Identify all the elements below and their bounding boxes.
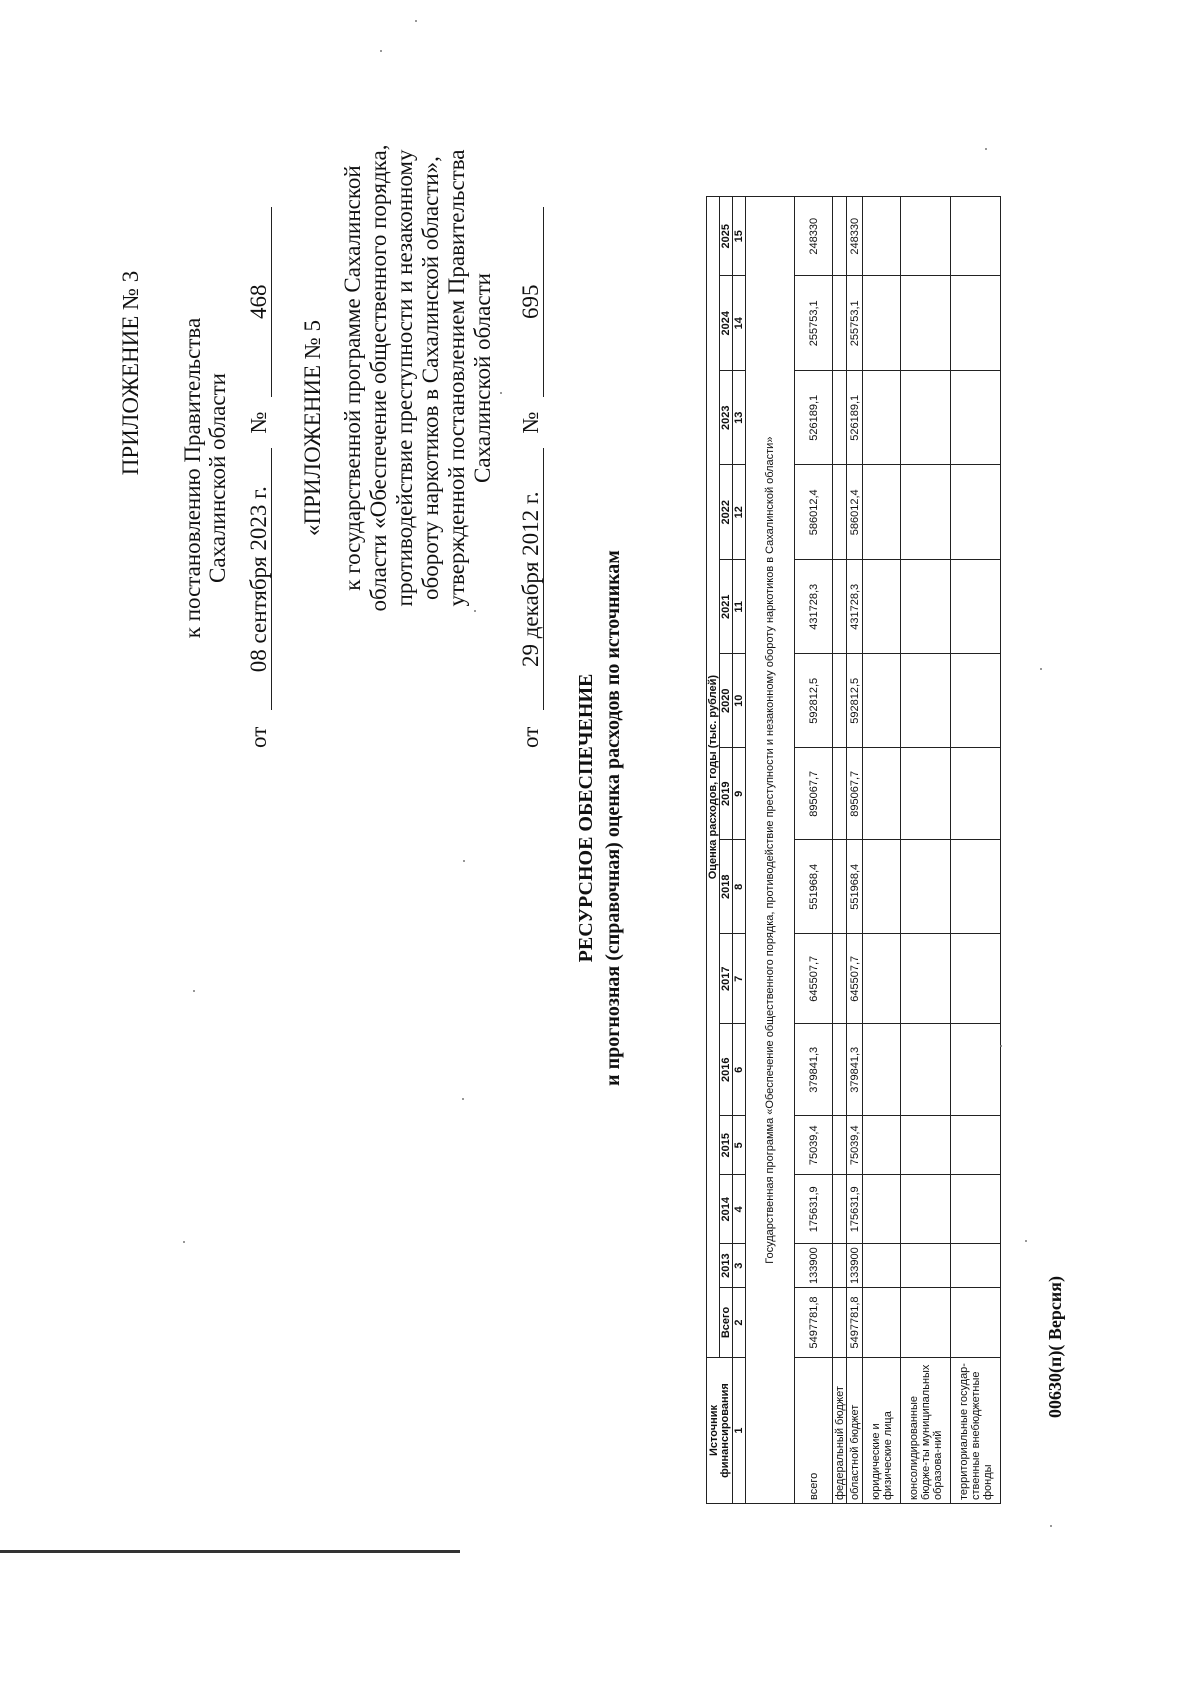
table-cell: 255753,1 bbox=[795, 276, 833, 371]
table-cell: 586012,4 bbox=[847, 465, 863, 560]
table-cell bbox=[833, 1024, 847, 1116]
column-number: 15 bbox=[733, 197, 746, 276]
row-label: консолидированные бюдже-ты муниципальных образова-ний bbox=[901, 1358, 951, 1504]
table-cell bbox=[863, 465, 901, 560]
appendix-5-text bbox=[340, 8, 496, 748]
column-number: 5 bbox=[733, 1116, 746, 1175]
table-row bbox=[833, 197, 847, 1504]
table-cell bbox=[901, 840, 951, 934]
table-cell: 431728,3 bbox=[847, 560, 863, 654]
table-cell bbox=[863, 276, 901, 371]
table-cell bbox=[901, 1288, 951, 1358]
table-cell bbox=[863, 1175, 901, 1244]
column-header: 2020 bbox=[720, 654, 733, 748]
table-cell bbox=[901, 1244, 951, 1288]
table-cell: 431728,3 bbox=[795, 560, 833, 654]
table-cell: 175631,9 bbox=[795, 1175, 833, 1244]
column-number: 10 bbox=[733, 654, 746, 748]
appendix-5-line: утвержденной постановлением Правительства bbox=[444, 149, 469, 607]
table-cell: 645507,7 bbox=[795, 934, 833, 1024]
row-label: территориальные государ-ственные внебюджетные фонды bbox=[951, 1358, 1001, 1504]
table-cell bbox=[833, 1244, 847, 1288]
resource-table-wrap bbox=[706, 196, 1001, 1504]
column-header: 2023 bbox=[720, 371, 733, 465]
appendix-5-line: области «Обеспечение общественного порядка, bbox=[366, 144, 391, 612]
table-cell: 551968,4 bbox=[795, 840, 833, 934]
table-cell bbox=[951, 934, 1001, 1024]
column-header: Всего bbox=[720, 1288, 733, 1358]
column-number: 3 bbox=[733, 1244, 746, 1288]
table-cell bbox=[951, 840, 1001, 934]
table-cell: 586012,4 bbox=[795, 465, 833, 560]
from-label: от bbox=[246, 726, 271, 748]
column-header: 2013 bbox=[720, 1244, 733, 1288]
estimate-header: Оценка расходов, годы (тыс. рублей) bbox=[707, 197, 720, 1358]
table-cell bbox=[863, 654, 901, 748]
column-header: 2019 bbox=[720, 748, 733, 840]
column-number: 1 bbox=[733, 1358, 746, 1504]
table-cell: 75039,4 bbox=[795, 1116, 833, 1175]
table-cell bbox=[951, 465, 1001, 560]
table-cell bbox=[833, 748, 847, 840]
source-header: Источник финансирования bbox=[707, 1358, 733, 1504]
table-cell bbox=[833, 1288, 847, 1358]
table-cell: 551968,4 bbox=[847, 840, 863, 934]
table-cell bbox=[863, 197, 901, 276]
column-number: 4 bbox=[733, 1175, 746, 1244]
table-cell bbox=[901, 371, 951, 465]
appendix-5-line: противодействие преступности и незаконному bbox=[392, 149, 417, 607]
column-header: 2016 bbox=[720, 1024, 733, 1116]
table-cell bbox=[951, 197, 1001, 276]
table-cell: 248330 bbox=[795, 197, 833, 276]
table-cell: 592812,5 bbox=[847, 654, 863, 748]
program-row: Государственная программа «Обеспечение общественного порядка, противодействие преступности и незаконному обороту наркотиков в Сахалинской области» bbox=[746, 197, 795, 1504]
appendix-3-date-line bbox=[246, 128, 272, 748]
table-cell: 248330 bbox=[847, 197, 863, 276]
appendix-3-number: 468 bbox=[246, 207, 272, 397]
column-number: 14 bbox=[733, 276, 746, 371]
document-footer: 00630(п)( Версия) bbox=[1045, 1276, 1065, 1418]
table-cell bbox=[951, 1024, 1001, 1116]
appendix-5-line: обороту наркотиков в Сахалинской области», bbox=[418, 156, 443, 600]
table-cell bbox=[863, 560, 901, 654]
row-label: всего bbox=[795, 1358, 833, 1504]
column-header: 2021 bbox=[720, 560, 733, 654]
table-cell bbox=[951, 1244, 1001, 1288]
table-cell bbox=[951, 276, 1001, 371]
column-header: 2017 bbox=[720, 934, 733, 1024]
number-label: № bbox=[246, 411, 271, 434]
table-cell bbox=[833, 465, 847, 560]
table-cell bbox=[951, 1116, 1001, 1175]
table-cell bbox=[863, 371, 901, 465]
column-number: 13 bbox=[733, 371, 746, 465]
table-cell bbox=[863, 1116, 901, 1175]
table-cell bbox=[833, 654, 847, 748]
table-cell bbox=[951, 748, 1001, 840]
column-header: 2015 bbox=[720, 1116, 733, 1175]
table-cell bbox=[863, 1288, 901, 1358]
table-row bbox=[901, 197, 951, 1504]
table-cell bbox=[951, 1175, 1001, 1244]
column-header: 2024 bbox=[720, 276, 733, 371]
table-cell bbox=[833, 197, 847, 276]
column-header: 2025 bbox=[720, 197, 733, 276]
table-row bbox=[951, 197, 1001, 1504]
table-cell bbox=[833, 840, 847, 934]
table-cell bbox=[863, 748, 901, 840]
table-cell bbox=[833, 371, 847, 465]
table-cell: 645507,7 bbox=[847, 934, 863, 1024]
table-cell: 133900 bbox=[795, 1244, 833, 1288]
table-cell bbox=[833, 276, 847, 371]
table-cell: 255753,1 bbox=[847, 276, 863, 371]
table-cell bbox=[833, 1175, 847, 1244]
table-cell bbox=[863, 1024, 901, 1116]
resource-table bbox=[706, 196, 1001, 1504]
appendix-3-text bbox=[180, 208, 230, 748]
column-header: 2018 bbox=[720, 840, 733, 934]
table-cell bbox=[901, 197, 951, 276]
table-cell bbox=[833, 560, 847, 654]
number-label: № bbox=[518, 411, 543, 434]
table-row bbox=[863, 197, 901, 1504]
table-cell: 379841,3 bbox=[795, 1024, 833, 1116]
appendix-5-line: Сахалинской области bbox=[470, 273, 495, 483]
table-row bbox=[847, 197, 863, 1504]
column-header: 2014 bbox=[720, 1175, 733, 1244]
appendix-5-number: 695 bbox=[518, 207, 544, 397]
table-cell bbox=[863, 1244, 901, 1288]
table-cell bbox=[833, 934, 847, 1024]
table-cell bbox=[863, 934, 901, 1024]
table-cell: 526189,1 bbox=[847, 371, 863, 465]
row-label: федеральный бюджет bbox=[833, 1358, 847, 1504]
table-cell bbox=[901, 1116, 951, 1175]
table-cell: 5497781,8 bbox=[847, 1288, 863, 1358]
table-cell: 379841,3 bbox=[847, 1024, 863, 1116]
table-cell: 133900 bbox=[847, 1244, 863, 1288]
table-cell bbox=[833, 1116, 847, 1175]
table-cell bbox=[901, 465, 951, 560]
table-cell bbox=[951, 1288, 1001, 1358]
document-heading bbox=[575, 368, 625, 1268]
appendix-5-date: 29 декабря 2012 г. bbox=[518, 448, 544, 710]
table-cell: 895067,7 bbox=[795, 748, 833, 840]
table-cell: 895067,7 bbox=[847, 748, 863, 840]
row-label: областной бюджет bbox=[847, 1358, 863, 1504]
scan-edge-bar bbox=[0, 1550, 460, 1553]
appendix-3-line: к постановлению Правительства bbox=[180, 317, 205, 639]
column-number: 9 bbox=[733, 748, 746, 840]
table-cell bbox=[901, 654, 951, 748]
table-cell: 592812,5 bbox=[795, 654, 833, 748]
column-number: 11 bbox=[733, 560, 746, 654]
table-cell bbox=[901, 934, 951, 1024]
table-cell bbox=[951, 654, 1001, 748]
appendix-3-line: Сахалинской области bbox=[205, 373, 230, 583]
column-number: 2 bbox=[733, 1288, 746, 1358]
from-label: от bbox=[518, 726, 543, 748]
row-label: юридические и физические лица bbox=[863, 1358, 901, 1504]
column-number: 6 bbox=[733, 1024, 746, 1116]
appendix-3-title: ПРИЛОЖЕНИЕ № 3 bbox=[118, 270, 143, 476]
table-cell: 526189,1 bbox=[795, 371, 833, 465]
table-cell bbox=[951, 371, 1001, 465]
appendix-3-date: 08 сентября 2023 г. bbox=[246, 448, 272, 710]
column-number: 8 bbox=[733, 840, 746, 934]
table-cell bbox=[901, 560, 951, 654]
table-row bbox=[795, 197, 833, 1504]
heading-line-1: РЕСУРСНОЕ ОБЕСПЕЧЕНИЕ bbox=[575, 673, 597, 963]
table-cell bbox=[951, 560, 1001, 654]
column-header: 2022 bbox=[720, 465, 733, 560]
column-number: 12 bbox=[733, 465, 746, 560]
heading-line-2: и прогнозная (справочная) оценка расходов по источникам bbox=[602, 550, 624, 1086]
table-cell bbox=[901, 276, 951, 371]
table-cell bbox=[901, 1175, 951, 1244]
table-cell: 75039,4 bbox=[847, 1116, 863, 1175]
table-cell bbox=[901, 748, 951, 840]
column-number: 7 bbox=[733, 934, 746, 1024]
appendix-5-title: «ПРИЛОЖЕНИЕ № 5 bbox=[300, 319, 325, 537]
appendix-5-date-line bbox=[518, 48, 544, 748]
table-cell: 5497781,8 bbox=[795, 1288, 833, 1358]
table-cell bbox=[863, 840, 901, 934]
appendix-5-line: к государственной программе Сахалинской bbox=[340, 165, 365, 591]
table-cell: 175631,9 bbox=[847, 1175, 863, 1244]
table-cell bbox=[901, 1024, 951, 1116]
